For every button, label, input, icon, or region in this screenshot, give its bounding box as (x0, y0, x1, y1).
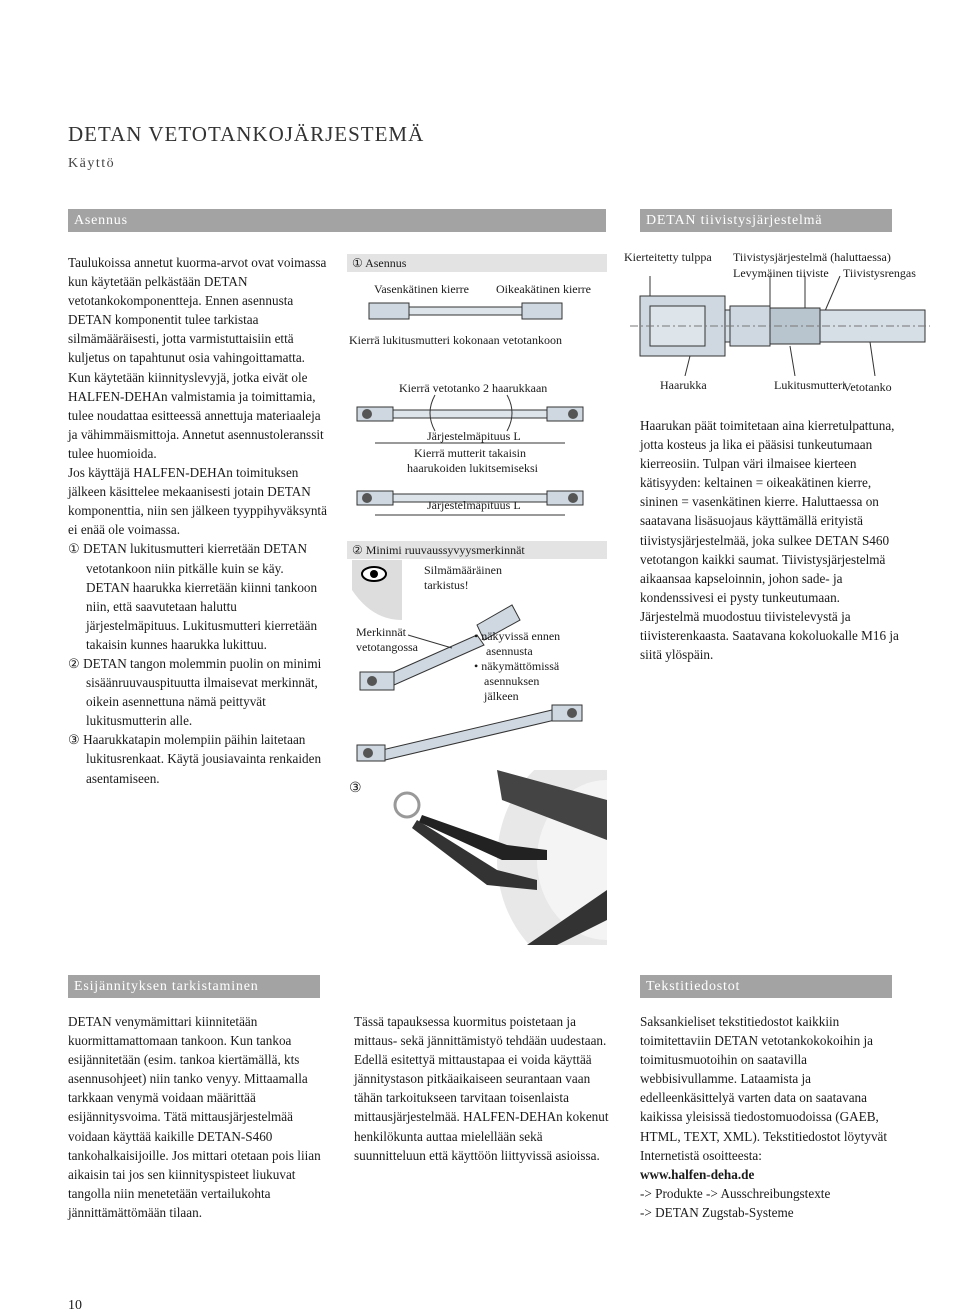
figure-label: vetotangossa (356, 640, 418, 654)
figure-label: asennusta (486, 644, 533, 658)
figure-label: Järjestelmäpituus L (427, 498, 521, 512)
paragraph: DETAN venymämittari kiinnitetään kuormittamattomaan tankoon. Kun tankoa esijännitetään (esim. tankoa kiertämällä, kts asennusohjeet) niin tanko venyy. Mittaamalla tarkkaan venymä voidaan määrittää esijännitysvoima. Tätä mittausjärjestelmää voidaan käyttää kaikille DETAN-S460 tankohalkaisijoille. Jos mittari otetaan pois liian aikaisin tai jos sen kiinnityspisteet liukuvat tangolla niin menetetään vertailukohta jännittämättömään tilaan. (68, 1014, 321, 1220)
figure-heading: ② Minimi ruuvaussyvyysmerkinnät (347, 541, 607, 559)
figure-label: Lukitusmutteri (774, 378, 846, 392)
figure-label: • näkymättömissä (474, 659, 560, 673)
figure-number: ③ (349, 781, 362, 796)
list-item: ① DETAN lukitusmutteri kierretään DETAN vetotankoon niin pitkälle kuin se käy. DETAN haarukka kierretään kiinni tankoon niin, että saavutetaan haluttu järjestelmäpituus. Lukitusmutteri kierretään takaisin kunnes haarukka lukittuu. (68, 541, 318, 652)
figure-label: Levymäinen tiiviste (733, 266, 829, 280)
path-line: -> DETAN Zugstab-Systeme (640, 1204, 794, 1220)
figure-label: Kierrä vetotanko 2 haarukkaan (399, 381, 548, 395)
list-item: ② DETAN tangon molemmin puolin on minimi sisäänruuvauspituutta ilmaisevat merkinnät, oikein asennettuna nämä peittyvät lukitusmutterin alle. (68, 655, 322, 729)
list-item: ③ Haarukkatapin molempiin päihin laitetaan lukitusrenkaat. Käytä jousiavainta renkaiden asentamiseen. (68, 732, 322, 786)
installation-diagram (347, 295, 607, 525)
seal-system-diagram (630, 276, 930, 376)
section-bar-asennus: Asennus (68, 209, 606, 232)
circlip-pliers-photo (377, 770, 607, 945)
figure-label: Tiivistysrengas (843, 266, 916, 280)
section-bar-esijannitys: Esijännityksen tarkistaminen (68, 975, 320, 998)
paragraph: Haarukan päät toimitetaan aina kierretulpattuna, jotta kosteus ja lika ei pääsisi tunkeutumaan kierreosiin. Tulpan väri ilmaisee kierteen kätisyyden: keltainen = oikeakätinen kierre, sininen = vasenkätinen kierre. Haluttaessa on saatavana lisäsuojaus käyttämällä erityistä tiivistysjärjestelmää, joka sulkee DETAN S460 vetotangon kaikki saumat. Tiivistysjärjestelmä aikaansaa kapseloinnin, johon sade- ja kondenssivesi ei pysty tunkeutumaan. Järjestelmä muodostuu tiivistelevystä ja tiivisterenkaasta. Saatavana kokoluokalle M16 ja siitä ylöspäin. (640, 418, 899, 663)
figure-label: Tiivistysjärjestelmä (haluttaessa) (733, 250, 891, 264)
paragraph: Kun käytetään kiinnityslevyjä, jotka eivät ole HALFEN-DEHAn valmistamia ja toimittamia, tulee noudattaa esitteessä annettuja materiaaleja ja vähimmäismittoja. Annetut asennustoleranssit tulee huomioida. (68, 369, 324, 461)
section-bar-tekstitiedostot: Tekstitiedostot (640, 975, 892, 998)
figure-label: näkymättömissä (481, 659, 560, 673)
figure-label: Kierrä mutterit takaisin (414, 446, 526, 460)
paragraph: Taulukoissa annetut kuorma-arvot ovat voimassa kun käytetään pelkästään DETAN vetotankokomponentteja. Ennen asennusta DETAN komponentit tulee tarkistaa silmämääräisesti, jotta varmistuttaisiin että kuljetus on tapahtunut osia vahingoittamatta. (68, 255, 327, 366)
page-title: DETAN VETOTANKOJÄRJESTEMÄ (68, 122, 425, 146)
figure-label: haarukoiden lukitsemiseksi (407, 461, 538, 475)
bottom-column-1 (68, 1012, 330, 1222)
figure-label: Oikeakätinen kierre (496, 282, 591, 296)
figure-label: Vasenkätinen kierre (374, 282, 469, 296)
figure-label: Kierteitetty tulppa (624, 250, 712, 264)
bottom-column-3 (640, 1012, 902, 1222)
right-text-column (640, 416, 902, 664)
section-bar-tiivistys: DETAN tiivistysjärjestelmä (640, 209, 892, 232)
figure-label: asennuksen (484, 674, 540, 688)
path-line: -> Produkte -> Ausschreibungstexte (640, 1185, 831, 1201)
figure-label: Vetotanko (843, 380, 892, 394)
figure-label: Silmämääräinen (424, 563, 502, 577)
bottom-column-2 (354, 1012, 616, 1165)
website-link[interactable]: www.halfen-deha.de (640, 1166, 755, 1182)
left-text-column (68, 253, 330, 788)
figure-label: Järjestelmäpituus L (427, 429, 521, 443)
paragraph: Saksankieliset tekstitiedostot kaikkiin toimitettaviin DETAN vetotankokokoihin ja toimitusmuotoihin on saatavilla webbisivullamme. Lataamista ja edelleenkäsittelyä varten data on saatavana kaikissa yleisissä tiedostomuodoissa (GAEB, HTML, TEXT, XML). Tekstitiedostot löytyvät Internetistä osoitteesta: (640, 1014, 888, 1163)
figure-heading: ① Asennus (347, 254, 607, 272)
figure-label: Kierrä lukitusmutteri kokonaan vetotankoon (349, 333, 562, 347)
figure-label: jälkeen (484, 689, 519, 703)
page-subtitle: Käyttö (68, 156, 116, 171)
paragraph: Jos käyttäjä HALFEN-DEHAn toimituksen jälkeen käsittelee mekaanisesti jotain DETAN komponenttia, niin sen jälkeen tyyppihyväksyntä ei enää ole voimassa. (68, 465, 327, 538)
figure-label: Merkinnät (356, 625, 406, 639)
figure-label: Haarukka (660, 378, 707, 392)
figure-label: • näkyvissä ennen (474, 629, 561, 643)
paragraph: Tässä tapauksessa kuormitus poistetaan ja mittaus- sekä jännittämistyö tehdään uudestaan. Edellä esitettyä mittaustapaa ei voida käyttää jännitystason pitkäaikaiseen seurantaan vaan tähän tarkoitukseen tarvitaan toisenlaista mittausjärjestelmää. HALFEN-DEHAn kokenut henkilökunta auttaa mielellään sekä suunnitteluun että käyttöön liittyvissä asioissa. (354, 1014, 609, 1163)
page-number: 10 (68, 1298, 82, 1313)
figure-label: tarkistus! (424, 578, 469, 592)
figure-label: näkyvissä ennen (481, 629, 561, 643)
